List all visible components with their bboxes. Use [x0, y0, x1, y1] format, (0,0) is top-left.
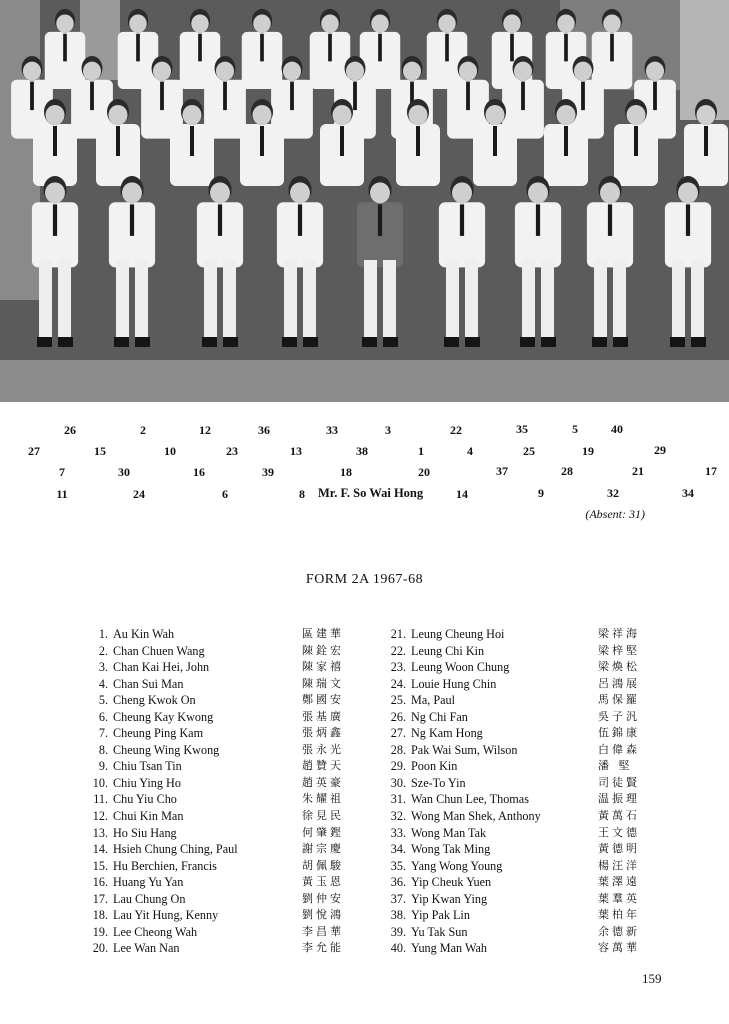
page-number: 159: [642, 971, 662, 986]
student-row: [378, 808, 678, 825]
student-number: 20.: [92, 941, 108, 956]
student-name: Poon Kin: [411, 759, 458, 774]
student-number: 12.: [92, 809, 108, 824]
key-number: 25: [523, 444, 535, 458]
key-number: 27: [28, 444, 40, 458]
student-row: [80, 626, 380, 643]
key-number: 32: [607, 486, 619, 500]
student-name: Au Kin Wah: [113, 627, 175, 641]
student-name: Wong Man Tak: [411, 825, 487, 840]
student-chinese-name: 朱耀祖: [302, 792, 344, 806]
student-number: 39.: [390, 924, 406, 939]
student-row: [378, 940, 678, 957]
student-row: [80, 659, 380, 676]
student-chinese-name: 馬保羅: [598, 693, 640, 707]
student-name: Hu Berchien, Francis: [113, 858, 217, 873]
student-number: 15.: [92, 858, 108, 873]
key-number: 3: [385, 423, 391, 437]
student-row: [80, 924, 380, 941]
student-chinese-name: 謝宗慶: [302, 842, 344, 856]
student-chinese-name: 楊汪洋: [598, 858, 640, 872]
student-name: Lau Chung On: [113, 891, 186, 906]
student-number: 36.: [390, 875, 406, 890]
student-row: [378, 692, 678, 709]
student-name: Chui Kin Man: [113, 809, 184, 824]
key-number: 12: [199, 423, 211, 437]
student-row: [80, 758, 380, 775]
student-chinese-name: 趙英豪: [302, 775, 344, 789]
key-number: 16: [193, 465, 205, 479]
absent-note: (Absent: 31): [585, 507, 645, 521]
student-number: 3.: [98, 660, 108, 675]
student-number: 4.: [98, 676, 108, 691]
student-chinese-name: 黃萬石: [598, 809, 640, 823]
student-row: [80, 874, 380, 891]
student-row: [80, 841, 380, 858]
teacher-name: Mr. F. So Wai Hong: [318, 486, 424, 500]
student-row: [378, 709, 678, 726]
key-number: 30: [118, 465, 130, 479]
student-number: 25.: [390, 693, 406, 708]
key-number: 7: [59, 465, 65, 479]
student-row: [378, 626, 678, 643]
student-chinese-name: 張永光: [302, 742, 344, 756]
student-chinese-name: 潘 堅: [598, 759, 633, 773]
student-number: 5.: [98, 693, 108, 708]
student-name: Cheung Ping Kam: [113, 726, 204, 741]
student-row: [378, 907, 678, 924]
student-name: Chan Chuen Wang: [113, 643, 205, 658]
student-chinese-name: 李允能: [302, 941, 344, 955]
student-list-column-1: [80, 626, 380, 957]
student-name: Cheung Wing Kwong: [113, 742, 220, 757]
student-name: Leung Cheung Hoi: [411, 627, 505, 641]
student-number: 1.: [98, 627, 108, 641]
key-number: 39: [262, 465, 274, 479]
key-number: 9: [538, 486, 544, 500]
student-name: Leung Woon Chung: [411, 660, 510, 675]
key-number: 28: [561, 464, 573, 478]
student-chinese-name: 徐見民: [302, 809, 344, 823]
student-number: 29.: [390, 759, 406, 774]
key-number: 36: [258, 423, 270, 437]
key-number: 21: [632, 464, 644, 478]
key-number: 33: [326, 423, 338, 437]
student-number: 37.: [390, 891, 406, 906]
student-number: 35.: [390, 858, 406, 873]
student-row: [80, 676, 380, 693]
key-number: 38: [356, 444, 368, 458]
student-chinese-name: 陳瑞文: [302, 676, 344, 690]
key-number: 10: [164, 444, 176, 458]
student-number: 7.: [98, 726, 108, 741]
key-number: 40: [611, 422, 623, 436]
student-chinese-name: 黃德明: [598, 842, 640, 856]
page-title: FORM 2A 1967-68: [305, 572, 424, 587]
key-number: 13: [290, 444, 302, 458]
key-number: 20: [418, 465, 430, 479]
student-chinese-name: 吳子汎: [598, 709, 640, 723]
student-row: [80, 825, 380, 842]
student-chinese-name: 伍錦康: [598, 726, 640, 740]
student-row: [378, 643, 678, 660]
key-number: 34: [682, 486, 694, 500]
student-chinese-name: 司徒賢: [598, 775, 640, 789]
student-row: [378, 825, 678, 842]
student-name: Cheung Kay Kwong: [113, 709, 214, 724]
student-name: Yip Cheuk Yuen: [411, 875, 492, 890]
student-row: [378, 874, 678, 891]
student-row: [378, 742, 678, 759]
student-number: 23.: [390, 660, 406, 675]
student-number: 30.: [390, 775, 406, 790]
key-number: 14: [456, 487, 468, 501]
student-number: 14.: [92, 842, 108, 857]
key-number: 1: [418, 444, 424, 458]
student-number: 19.: [92, 924, 108, 939]
key-number: 15: [94, 444, 106, 458]
student-number: 31.: [390, 792, 406, 807]
student-number: 34.: [390, 842, 406, 857]
student-chinese-name: 王文德: [598, 825, 640, 839]
student-row: [378, 891, 678, 908]
student-name: Ma, Paul: [411, 693, 456, 708]
student-name: Pak Wai Sum, Wilson: [411, 742, 518, 757]
student-number: 9.: [98, 759, 108, 774]
key-number: 26: [64, 423, 76, 437]
student-chinese-name: 呂鴻展: [598, 676, 640, 690]
student-row: [378, 858, 678, 875]
student-name: Yang Wong Young: [411, 858, 503, 873]
student-chinese-name: 鄭國安: [302, 693, 344, 707]
student-name: Lau Yit Hung, Kenny: [113, 908, 219, 923]
key-number: 6: [222, 487, 228, 501]
key-number: 11: [56, 487, 68, 501]
student-number: 28.: [390, 742, 406, 757]
student-chinese-name: 温振理: [598, 792, 640, 806]
student-name: Yu Tak Sun: [411, 924, 468, 939]
key-number: 35: [516, 422, 528, 436]
student-row: [378, 758, 678, 775]
class-photo: [0, 0, 729, 402]
student-row: [80, 940, 380, 957]
key-number: 2: [140, 423, 146, 437]
student-name: Lee Wan Nan: [113, 941, 180, 956]
student-name: Lee Cheong Wah: [113, 924, 198, 939]
student-number: 21.: [390, 627, 406, 641]
student-number: 11.: [93, 792, 108, 807]
student-name: Ng Chi Fan: [411, 709, 468, 724]
student-row: [378, 841, 678, 858]
student-chinese-name: 區建華: [302, 627, 344, 640]
student-name: Louie Hung Chin: [411, 676, 497, 691]
student-list-column-2: [378, 626, 678, 957]
student-number: 16.: [92, 875, 108, 890]
student-chinese-name: 陳家禧: [302, 660, 344, 674]
student-number: 10.: [92, 775, 108, 790]
key-number: 19: [582, 444, 594, 458]
key-number: 23: [226, 444, 238, 458]
key-number: 29: [654, 443, 666, 457]
student-row: [378, 775, 678, 792]
student-row: [80, 692, 380, 709]
student-chinese-name: 何肇鏗: [302, 825, 344, 839]
student-chinese-name: 張基廣: [302, 709, 344, 723]
position-key: [0, 410, 729, 520]
student-number: 17.: [92, 891, 108, 906]
student-chinese-name: 陳銓宏: [302, 643, 344, 657]
student-number: 22.: [390, 643, 406, 658]
student-chinese-name: 梁祥海: [598, 627, 640, 640]
student-row: [80, 907, 380, 924]
student-name: Ho Siu Hang: [113, 825, 177, 840]
student-row: [80, 891, 380, 908]
student-chinese-name: 余德新: [598, 924, 640, 938]
student-row: [378, 924, 678, 941]
key-number: 17: [705, 464, 717, 478]
student-chinese-name: 劉仲安: [302, 891, 344, 905]
student-row: [80, 858, 380, 875]
student-chinese-name: 張炳鑫: [302, 726, 344, 740]
student-chinese-name: 劉悅鴻: [302, 908, 344, 922]
student-chinese-name: 葉柏年: [598, 908, 640, 922]
student-name: Yip Pak Lin: [411, 908, 470, 923]
student-row: [80, 709, 380, 726]
student-number: 2.: [98, 643, 108, 658]
student-name: Cheng Kwok On: [113, 693, 196, 708]
student-name: Chiu Tsan Tin: [113, 759, 182, 774]
student-number: 32.: [390, 809, 406, 824]
student-chinese-name: 胡佩駿: [302, 858, 344, 872]
student-chinese-name: 葉羣英: [598, 891, 640, 905]
student-number: 6.: [98, 709, 108, 724]
student-number: 40.: [390, 941, 406, 956]
key-number: 8: [299, 487, 305, 501]
student-name: Ng Kam Hong: [411, 726, 483, 741]
student-name: Wong Tak Ming: [411, 842, 491, 857]
student-name: Wong Man Shek, Anthony: [411, 809, 541, 824]
student-row: [80, 775, 380, 792]
key-number: 24: [133, 487, 145, 501]
student-number: 33.: [390, 825, 406, 840]
student-row: [80, 643, 380, 660]
key-number: 37: [496, 464, 508, 478]
student-row: [378, 791, 678, 808]
student-row: [80, 808, 380, 825]
student-name: Yung Man Wah: [411, 941, 487, 956]
key-number: 18: [340, 465, 352, 479]
student-number: 13.: [92, 825, 108, 840]
student-chinese-name: 梁煥松: [598, 660, 640, 674]
student-row: [80, 791, 380, 808]
student-chinese-name: 黃玉恩: [302, 875, 344, 889]
student-chinese-name: 白偉森: [598, 742, 640, 756]
student-name: Chiu Ying Ho: [113, 775, 181, 790]
student-name: Huang Yu Yan: [113, 875, 184, 890]
student-name: Wan Chun Lee, Thomas: [411, 792, 529, 807]
student-name: Sze-To Yin: [411, 775, 466, 790]
class-photo-figures: [0, 0, 729, 402]
key-number: 4: [467, 444, 473, 458]
student-chinese-name: 容萬華: [598, 941, 640, 955]
student-number: 38.: [390, 908, 406, 923]
student-name: Yip Kwan Ying: [411, 891, 488, 906]
student-name: Hsieh Chung Ching, Paul: [113, 842, 238, 857]
student-name: Chu Yiu Cho: [113, 792, 177, 807]
student-chinese-name: 趙贊天: [302, 759, 344, 773]
student-name: Chan Kai Hei, John: [113, 660, 210, 675]
student-chinese-name: 梁梓堅: [598, 643, 640, 657]
student-number: 18.: [92, 908, 108, 923]
student-number: 8.: [98, 742, 108, 757]
student-row: [80, 725, 380, 742]
student-name: Chan Sui Man: [113, 676, 184, 691]
student-row: [378, 659, 678, 676]
student-number: 26.: [390, 709, 406, 724]
key-number: 5: [572, 422, 578, 436]
student-number: 24.: [390, 676, 406, 691]
student-name: Leung Chi Kin: [411, 643, 485, 658]
student-chinese-name: 李昌華: [302, 924, 344, 938]
student-number: 27.: [390, 726, 406, 741]
key-number: 22: [450, 423, 462, 437]
student-row: [378, 725, 678, 742]
student-row: [80, 742, 380, 759]
student-row: [378, 676, 678, 693]
student-chinese-name: 葉澤遠: [598, 875, 640, 889]
